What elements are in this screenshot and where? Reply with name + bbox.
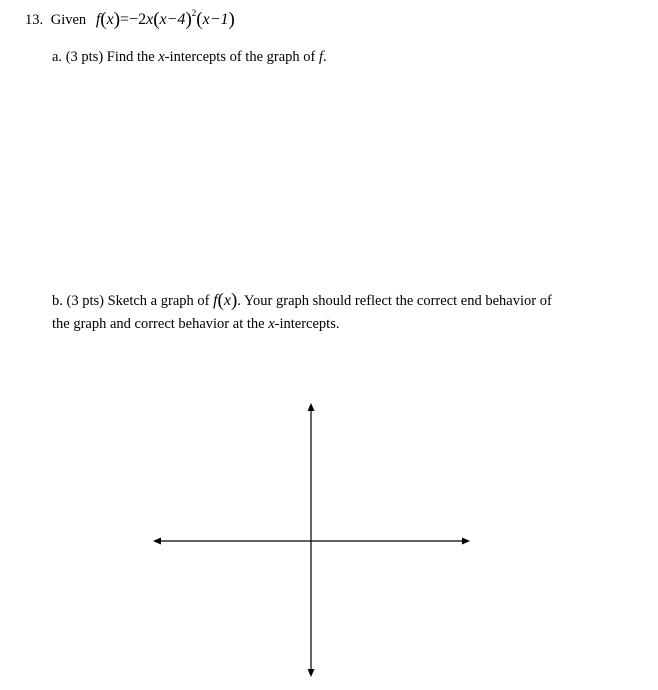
part-b-text-after: . Your graph should reflect the correct end behavior of	[237, 293, 552, 309]
part-b-line2-text: the graph and correct behavior at the	[52, 316, 265, 332]
y-axis-arrow-up	[308, 403, 315, 411]
question-intro: Given	[50, 12, 87, 28]
formula-paren: (	[196, 9, 203, 30]
y-axis-arrow-down	[308, 669, 315, 677]
formula-f: f	[95, 11, 101, 28]
part-a-text: Find the	[106, 49, 155, 65]
part-b-label: b.	[52, 293, 63, 309]
part-a-x-term: x	[158, 49, 165, 65]
part-b-f: f	[213, 292, 218, 309]
formula-equals: =	[120, 11, 130, 28]
formula-paren: (	[100, 9, 107, 30]
part-a-label: a.	[52, 49, 63, 65]
x-axis-arrow-left	[153, 538, 161, 545]
part-a-text-end: .	[323, 49, 327, 65]
part-b-paren: )	[230, 290, 238, 311]
formula-paren: )	[185, 9, 192, 30]
formula-exponent: 2	[191, 8, 197, 18]
part-a-points: (3 pts)	[65, 49, 104, 65]
part-b-x: x	[223, 292, 231, 309]
formula-factor1: x−4	[159, 11, 186, 28]
part-a-text-mid: -intercepts of the graph of	[164, 49, 316, 65]
formula-factor2: x−1	[202, 11, 229, 28]
part-b-line2-x: x	[268, 316, 275, 332]
part-b-text: Sketch a graph of	[107, 293, 210, 309]
part-b-line2-end: -intercepts.	[274, 316, 340, 332]
formula-paren: )	[113, 9, 121, 30]
formula-x: x	[106, 11, 114, 28]
question-number: 13.	[25, 12, 44, 28]
part-b-paren: (	[217, 290, 224, 311]
x-axis-arrow-right	[462, 538, 470, 545]
part-a-f-term: f	[319, 49, 324, 65]
part-b-points: (3 pts)	[66, 293, 104, 309]
formula-coefficient: −2	[129, 11, 147, 28]
formula-paren: (	[153, 9, 160, 30]
formula-paren: )	[228, 9, 235, 30]
formula-x-factor: x	[146, 11, 154, 28]
